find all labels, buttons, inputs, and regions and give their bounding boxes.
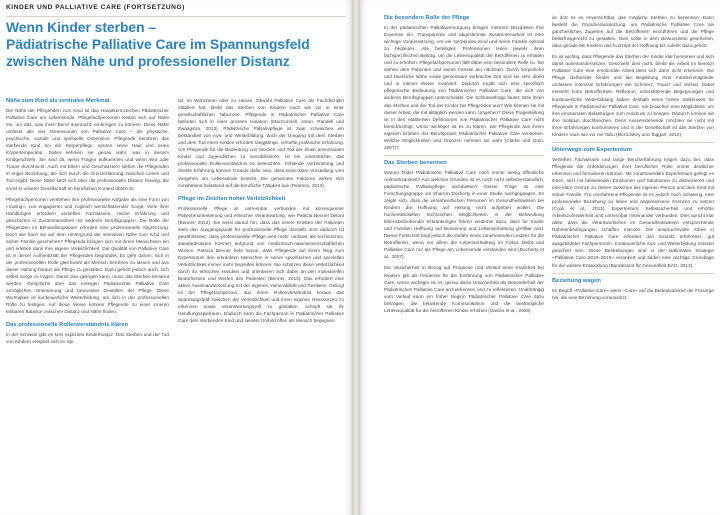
article-title (6, 19, 342, 81)
section-heading: Beziehung wagen (552, 277, 601, 284)
title-line-2: Pädiatrische Palliative Care im Spannungsfeld (6, 37, 310, 52)
left-column-2 (178, 97, 344, 511)
body-paragraph: Vertieftes Fachwissen und lange Berufserfahrung tragen dazu bei, dass Pflegende die Anforderungen ihrer beruflichen Rolle immer deutlicher erkennen und formulieren können. Mit zunehmendem Expertentum gelingt es ihnen, sich mit belastenden Emotionen und Situationen zu distanzieren und eine klare Grenze zu ziehen zwischen der eigenen Person und dem Kind mit seiner Familie. Für unerfahrene Pflegende ist es jedoch noch schwierig, eine professionelle Beziehung zu leben und angemessene Grenzen zu setzen (Cook et al., 2012). Expertentum, Selbstsicherheit und erhöhte Arbeitszufriedenheit sind untrennbar miteinander verbunden. Dies spricht klar dafür, dass die Verantwortlichen im Gesundheitswesen entsprechende Rahmenbedingungen schaffen müssen. Die anspruchsvolle Arbeit in Pädiatrischer Palliative Care erfordert den Einsatz erfahrener, gut ausgebildeter Fachpersonen. Kontinuierliche Aus- und Weiterbildung müssen gesichert sein. Diese Bestrebungen sind in der Nationalen Strategie «Palliative Care 2013–2015» verankert und bilden eine wichtige Grundlage für die weitere Entwicklung (Bundesamt für Gesundheit BAG, 2013). (552, 156, 714, 268)
left-column-1 (6, 97, 169, 511)
body-paragraph: Die Nähe der Pflegenden zum Kind ist das Hauptkennzeichen Pädiatrischer Palliative Care am Lebensende. Pflegefachpersonen leisten sich auf Nähe ein, um das, was ihren Beruf ausmacht, einbringen zu können. Diese Nähe umfasst alle vier Dimensionen von Palliative Care – die physische, psychische, soziale und spirituelle Dimension. Pflegende berühren das sterbende Kind bei der Körperpflege, spüren seine Haut und seine Körpertemperatur. Dabei nehmen sie genau wahr, was in diesem Kindgeschieht. Sie sind da, wenn Fragen aufkommen und wenn Wut oder Trauer durchbricht. Auch mit Eltern und Geschwistern stehen die Pflegenden in enger Beziehung, die sich durch die Grenzerfahrung zwischen Leben und Tod ergibt. Diese Nähe setzt sich über die professionelle Distanz hinweg, die sonst in unserer Gesellschaft im beruflichen Kontext üblich ist. (6, 108, 169, 191)
body-paragraph: In der Schweiz gibt es kein explizites Kinderhospiz. Das Sterben und der Tod von Kindern ereignet sich im Spi- (6, 332, 169, 345)
left-page (0, 0, 352, 515)
body-paragraph: Die Unsicherheit in Bezug auf Prognose und Verlauf einer Krankheit bei Kindern gilt als Hindernis für die Einführung von Pädiatrischer Palliative Care. Umso wichtiger ist es, genau diese Unsicherheit als Besonderheit der Pädiatrischen Palliative Care anzuerkennen und zu reflektieren. Unabhängig vom Verlauf kann ein früher Beginn Pädiatrischer Palliative Care dazu beitragen, die belastende Kommunikation und die bestmögliche Lebensqualität für die betroffenen Kinder erhöhen (Davies et al., 2008). (384, 265, 544, 313)
running-head: KINDER UND PALLIATIVE CARE (FORTSETZUNG) (6, 4, 346, 17)
section-divider (552, 142, 714, 143)
right-column-1 (384, 14, 544, 511)
right-column-2 (552, 14, 714, 511)
body-paragraph: tal, im Wohnheim oder zu Hause. Obwohl Palliative Care als Fachdisziplin etabliert hat, bleibt das Sterben von Kindern nach wie vor in einer gesellschaftlichen Tabuzone. Pflegende in Pädiatrischer Palliative Care befinden sich in einer grossen Isolation (MacConnell, Aston, Randell und Zwaagstra, 2013). Pädiatrische Palliativpflege ist zwar inzwischen ein Bestandteil von Aus- und Weiterbildung, doch der Umgang mit dem Sterben und dem Tod eines Kindes erfordert langjährige, vertiefte praktische Erfahrung. Um Pflegende für die Bedeutung von Sterben und Tod der ihnen anvertrauten Kinder und Jugendlichen zu sensibilisieren, ist ein unterstützter, das professionelle Rollenverständnis zu beleuchten. Fehlende Vorbereitung und direkte Erfahrung können Gründe dafür sein, dass keine klare Vorstellung vom Vorgehen am Lebensende besteht. Die genannten Faktoren wirken sich zunehmend belastend auf die berufliche Tätigkeit aus (Pearson, 2013). (178, 98, 344, 188)
section-heading: Pflege im Zeichen hoher Verletzlichkeit (178, 195, 286, 202)
section-heading: Unterwegs zum Expertentum (552, 146, 632, 153)
title-line-3: zwischen Nähe und professioneller Distanz (6, 54, 290, 69)
body-paragraph: Im Begriff «Palliative Care» weist «Care» auf die Bedeutsamkeit der Fürsorge hin, die eine Beziehung voraussetzt. (552, 287, 714, 300)
section-divider (552, 273, 714, 274)
section-divider (384, 155, 544, 156)
body-paragraph: Es ist wichtig, dass Pflegende das Sterben der Kinder klar benennen und sich damit auseinandersetzen. Geschieht dies nicht, bleibt die Arbeit im Bereich Palliative Care eine emotionale Arbeit lässt sich dann nicht erkennen. Die Pflege sterbender Kinder und die Begleitung ihrer Familienmitglieder umfassen intensive Erfahrungen wie Schmerz, Trauer und Verlust. Dabei entsteht hohe Betroffenheit. Reflexion, unterstützende Begegnungen und kontinuierliche Weiterbildung haben deshalb einen hohen Stellenwert für Pflegende in Pädiatrischer Palliative Care. Sie brauchen eine Möglichkeit, um ihre emotionalen Belastungen zum Ausdruck zu bringen. Dadurch können sie ihre Isolation durchbrechen. Denn Aussenstehende möchten sie nicht mit ihren Erfahrungen konfrontieren und in der Gesellschaft ist das Sterben von Kindern nach wie vor ein Tabu (McCloskey und Taggart, 2010). (552, 54, 714, 137)
right-page (360, 0, 720, 515)
section-heading: Nähe zum Kind als zentrales Merkmal (6, 98, 110, 104)
section-heading: Das Sterben benennen (384, 159, 447, 166)
book-gutter (352, 0, 360, 515)
title-line-1: Wenn Kinder sterben – (6, 20, 157, 35)
body-paragraph: ist dort es es unverzichtbar, das mögliche Sterben zu benennen. Dann besteht die Grundvoraussetzung, um Pädiatrische Palliative Care als ganzheitliches Zugehen auf die Betroffenen einzuführen und die Pflege bedürfnisgerecht zu gestalten. Dies sollte in dem Bewusstsein geschehen, dass gerade bei Kindern das Konzept der Hoffnung bis zuletzt dazu gehört. (552, 15, 714, 49)
section-heading: Das professionelle Rollenverständnis klären (6, 322, 129, 329)
body-paragraph: Warum findet Pädiatrische Palliative Care noch immer wenig öffentliche Aufmerksamkeit? Aus welchen Gründen ist es noch nicht selbstverständlich, pädiatrische Palliativpflege anzubieten? Dieser Frage ist eine Forschungsgruppe um Sharron Docherty in einer Studie nachgegangen. Es zeigte sich, dass die verantwortlichen Personen im Gesundheitswesen bei Kindern die Hoffnung auf Heilung nicht aufgeben wollen. Die hochentwickelten technischen Möglichkeiten in der Behandlung lebensbedrohender Erkrankungen führen weiterhin dazu, dass für Kinder und Familien Hoffnung auf Besserung und Lebenserhaltung greifbar wird. Dieser Fortschritt birgt jedoch die Gefahr eines zunehmenden Leidens für die Betroffenen, wenn vor allem die Lebenserhaltung im Fokus bleibt und Palliative Care nur als Pflege am Lebensende verstanden wird (Docherty et al., 2007). (384, 169, 544, 260)
body-paragraph: Pflegefachpersonen verstehen ihre professionelle Aufgabe als eine Form von «Caring», von engagierter und zugleich wertschätzender Sorge. Viele ihrer Handlungen erfordern vertieftes Fachwissen, reiche Erfahrung und gesichertes in Zusammenarbeit mit anderen Berufsgruppen. Die Rolle der Pflegenden im Behandlungsteam erfordert eine professionelle Abgrenzung. Doch wie kann sie auf dem Hintergrund der intensiven Nähe zum Kind und seiner Familie geschehen? Pflegende bringen sich mit ihrem Menschsein ein und erleben darin ihre eigene Verletzlichkeit. Die Qualität von Palliative Care ist in dieser Authentizität der Pflegenden begründet. Es geht darum, sich in der professionellen Rolle gleichwohl als Mensch berühren zu lassen und aus dieser Haltung heraus die Pflege zu gestalten. Dazu gehört jedoch auch, sich selbst Sorge zu tragen. Damit dies gelingen kann, muss das Sterben benannt werden. Gespräche über das Anliegen Pädiatrischer Palliative Care ermöglichen Orientierung und bewusstes Gestalten der Pflege. Diese Wichtigkeit ist kontinuierliche Weiterbildung, um sich in der professionellen Rolle zu festigen. Auf diese Weise können Pflegende zu einer inneren lebbaren Balance zwischen Distanz und Nähe finden. (6, 196, 169, 315)
body-paragraph: In der pädiatrischen Palliativversorgung bringen mehrere Disziplinen ihre Expertise ein. Transparente und abgestimmte Zusammenarbeit ist eine wichtige Voraussetzung, um ein sterbendes Kind und seine Familie optimal zu begleiten. Alle beteiligten Professionen teilen jeweils ihren fachspezifischen Beitrag, um die Lebensqualität der Betroffenen zu erhalten und zu erhöhen. Pflegefachpersonen fällt dabei eine besondere Rolle zu. Sie stehen dem Patienten und seiner Familie am nächsten. Durch körperliche und räumliche Nähe sowie gemeinsam verbrachte Zeit sind sie sehr direkt und in intimer Weise involviert. Dadurch ergibt sich eine spezifisch pflegerische Bedeutung von Pädiatrischer Palliative Care, die sich von anderen Berufsgruppen unterscheidet. Die Schlüsselfrage lautet: Was lösen das Sterben und der Tod der Kinder bei Pflegenden aus? Wie können sie mit dieser Arbeit, die mit alltäglich werden kann, umgehen? Diese Fragestellung ist in den etablierten Definitionen von Pädiatrischer Palliative Care nicht berücksichtigt. Umso wichtiger ist es zu klären, wie Pflegende aus ihrem eigenen Erleben der Berufspraxis Pädiatrischer Palliative Care verstehen. Welche Möglichkeiten und Grenzen nehmen sie wahr (Clarke und Quin, 2007)? (384, 25, 544, 150)
body-paragraph: Professionelle Pflege ist untrennbar verbunden mit konsequenter Patientenorientierung und ethischer Verantwortung, wie Patricia Benner betont (Benner, 2013). Sie weist darauf hin, dass das innere Erleben der Patienten stets den Ausgangspunkt für professionelle Pflege darstellt. Erst dadurch ist gewährleistet, dass professionelle Pflege weit mehr umfasst als technisches, standardisiertes Können aufgrund von medizinisch-naturwissenschaftlichen Wissen. Patricia Benner hebt hervor, dass Pflegende auf ihrem Weg zum Expertentum den erkrankten Menschen in seiner spezifischen und speziellen Verletzlichkeit immer mehr begreifen können. Sie schützen diese Verletzlichkeit durch ihr ethisches Handeln und orientieren sich dabei an den individuellen Bedürfnissen und Werten des Patienten (Benner, 2013). Das erfordert eine aktive Auseinandersetzung mit der eigenen Vulnerabilität und Resilienz. Gelingt es der Pflegefachperson, aus ihrem Rollenverständnis heraus das Spannungsfeld zwischen der Verletzlichkeit und ihren eigenen Ressourcen zu erkennen sowie verantwortungsvoll zu gestalten, schöpft sie ihr Handlungsspielraum. Dadurch kann die Fachperson in Pädiatrischer Palliative Care dem sterbenden Kind und seinem Umfeld offen als Mensch begegnen. (178, 205, 344, 324)
section-heading: Die besondere Rolle der Pflege (384, 15, 470, 21)
